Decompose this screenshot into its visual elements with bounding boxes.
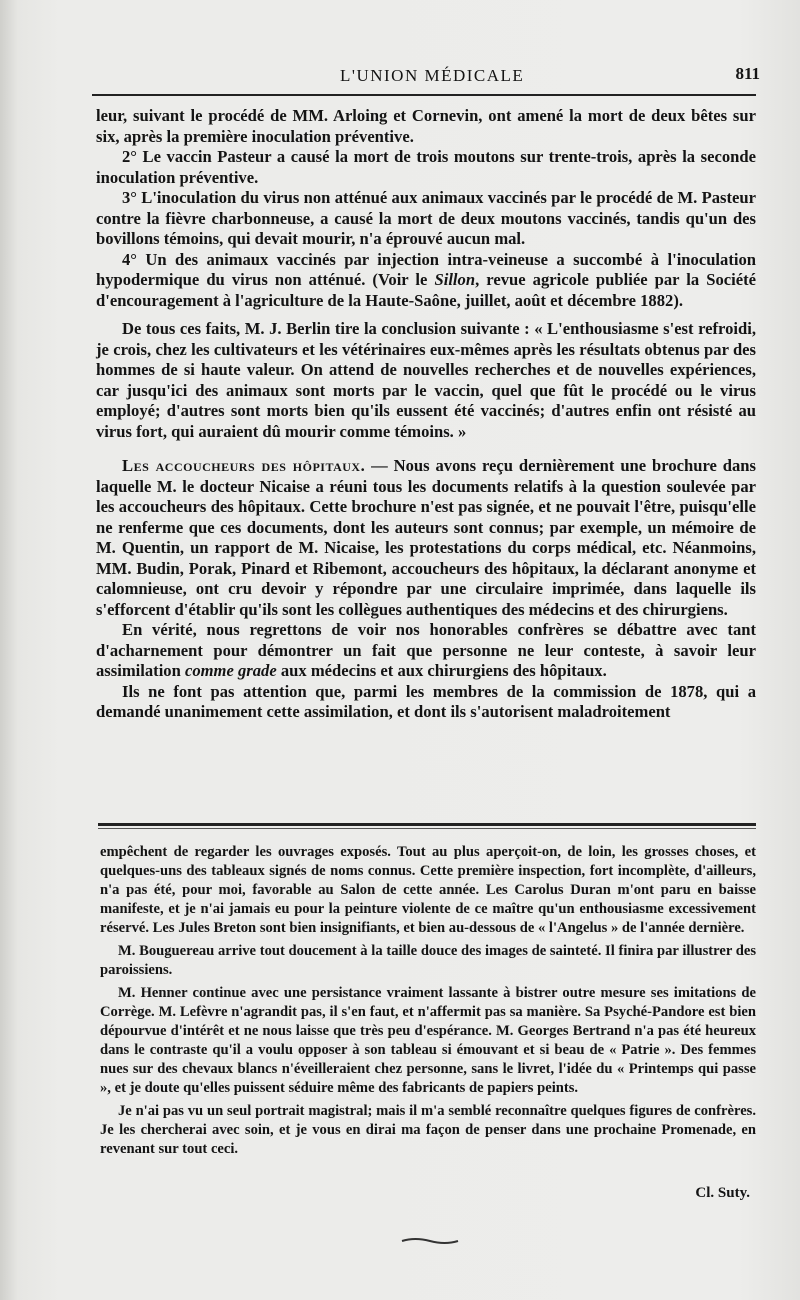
text-run: — Nous avons reçu dernièrement une brochure dans laquelle M. le docteur Nicaise a réuni tous les documents relatifs à la question soulevée par les accoucheurs des hôpitaux. Cette brochure n'est pas signée, et ne pouvait l'être, puisqu'elle ne renferme que ces documents, dont les auteurs sont connus; par exemple, un mémoire de M. Quentin, un rapport de M. Nicaise, les protestations du corps médical, etc. Néanmoins, MM. Budin, Porak, Pinard et Ribemont, accoucheurs des hôpitaux, la déclarant anonyme et calomnieuse, ont cru devoir y répondre par une circulaire imprimée, dans laquelle ils s'efforcent d'établir qu'ils sont les collègues authentiques des médecins et des chirurgiens. [96,456,756,619]
paragraph: M. Bouguereau arrive tout doucement à la taille douce des images de sainteté. Il finira par illustrer des paroissiens. [100,943,756,978]
paragraph: empêchent de regarder les ouvrages exposés. Tout au plus aperçoit-on, de loin, les grosses choses, et quelques-uns des tableaux signés de noms connus. Cette première inspection, fort incomplète, d'ailleurs, n'a pas été, pour moi, favorable au Salon de cette année. Les Carolus Duran m'ont paru en baisse manifeste, et je n'ai jamais eu pour la peinture violente de ce maître qu'un enthousiasme excessivement réservé. Les Jules Breton sont bien insignifiants, et bien au-dessous de « l'Angelus » de l'année dernière. [100,844,756,936]
section-heading: Les accoucheurs des hôpitaux. [122,456,366,475]
author-signature: Cl. Suty. [695,1185,750,1201]
feuilleton-rule-thin [98,828,756,829]
feuilleton-text [100,843,756,1159]
journal-title: Sillon [434,270,476,289]
paragraph: Ils ne font pas attention que, parmi les membres de la commission de 1878, qui a demandé unanimement cette assimilation, et dont ils s'autorisent maladroitement [96,681,756,721]
page-number: 811 [735,64,760,83]
header-rule [92,94,756,96]
end-ornament [400,1234,460,1248]
ornament-icon [400,1237,460,1245]
paragraph: 3° L'inoculation du virus non atténué aux animaux vaccinés par le procédé de M. Pasteur contre la fièvre charbonneuse, a causé la mort de deux moutons vaccinés, tandis qu'un des bovillons témoins, qui devait mourir, n'a éprouvé aucun mal. [96,188,756,248]
text-run: 4° Un des animaux vaccinés par injection intra-veineuse a succombé à l'inoculation hypodermique du virus non atténué. (Voir le [96,249,756,289]
running-title: L'UNION MÉDICALE [340,66,525,85]
paragraph: leur, suivant le procédé de MM. Arloing et Cornevin, ont amené la mort de deux bêtes sur six, après la première inoculation préventive. [96,106,756,146]
feuilleton-rule [98,823,756,826]
main-text [96,106,756,723]
text-run: En vérité, nous regrettons de voir nos honorables confrères se débattre avec tant d'acharnement pour démontrer un fait que personne ne leur conteste, à savoir leur assimilation [96,620,756,680]
paragraph [96,456,756,620]
paragraph: Je n'ai pas vu un seul portrait magistral; mais il m'a semblé reconnaître quelques figures de confrères. Je les chercherai avec soin, et je vous en dirai ma façon de penser dans une prochaine Promenade, en revenant sur tout ceci. [100,1103,756,1157]
paragraph: M. Henner continue avec une persistance vraiment lassante à bistrer outre mesure ses imitations de Corrège. M. Lefèvre n'agrandit pas, il s'en faut, et n'affermit pas sa manière. Sa Psyché-Pandore est bien dépourvue d'intérêt et ne nous laisse que très peu d'espérance. M. Georges Bertrand n'a pas été heureux dans le contraste qu'il a voulu opposer à son tableau si émouvant et si beau de « Patrie ». Des femmes nues sur des chevaux blancs n'éveilleraient chez personne, sans le livret, l'idée du « Printemps qui passe », et je doute qu'elles puissent séduire même des fabricants de papiers peints. [100,985,756,1096]
paragraph: De tous ces faits, M. J. Berlin tire la conclusion suivante : « L'enthousiasme s'est refroidi, je crois, chez les cultivateurs et les vétérinaires eux-mêmes après les résultats obtenus par des hommes de si haute valeur. On attend de nouvelles recherches et de nouvelles expériences, car jusqu'ici des animaux sont morts par le vaccin, quel que fût le procédé ou le virus employé; d'autres sont morts bien qu'ils eussent été vaccinés; d'autres enfin ont résisté au virus fort, qui auraient dû mourir comme témoins. » [96,319,756,441]
text-run: aux médecins et aux chirurgiens des hôpitaux. [276,661,607,680]
emphasis: comme grade [184,661,277,680]
paragraph: 2° Le vaccin Pasteur a causé la mort de trois moutons sur trente-trois, après la seconde inoculation préventive. [96,147,756,187]
paragraph [96,620,756,682]
paragraph [96,250,756,312]
text-run: , revue agricole publiée par la Société d'encouragement à l'agriculture de la Haute-Saône, juillet, août et décembre 1882). [96,270,757,310]
page-header [100,60,760,90]
